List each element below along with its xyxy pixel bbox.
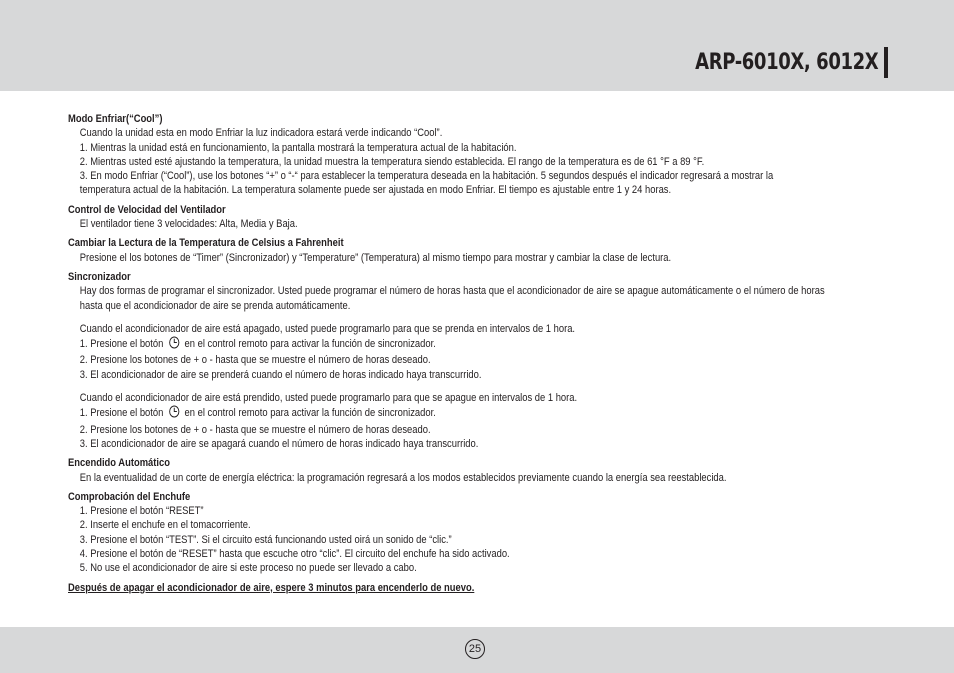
cool-item-3-cont: temperatura actual de la habitación. La temperatura solamente puede ser ajustada en modo Enfriar. El tiempo es ajustable entre 1 y 24 horas. bbox=[79, 184, 672, 197]
celsius-text: Presione el los botones de “Timer” (Sincronizador) y “Temperature” (Temperatura) al mismo tiempo para mostrar y cambiar la clase de lectura. bbox=[79, 251, 672, 264]
plug-step-4: 4. Presione el botón de “RESET” hasta que escuche otro “clic”. El circuito del enchufe ha sido activado. bbox=[79, 548, 510, 561]
timer-off-step-1-a: 1. Presione el botón bbox=[79, 338, 164, 351]
timer-off-intro: Cuando el acondicionador de aire está apagado, usted puede programarlo para que se prenda en intervalos de 1 hora. bbox=[79, 322, 576, 335]
cool-item-1: 1. Mientras la unidad está en funcionamiento, la pantalla mostrará la temperatura actual de la habitación. bbox=[79, 141, 517, 154]
heading-timer: Sincronizador bbox=[68, 270, 131, 283]
timer-on-step-1-a: 1. Presione el botón bbox=[79, 407, 164, 420]
timer-on-step-1 bbox=[80, 405, 898, 422]
title-divider-bar bbox=[884, 47, 888, 78]
cool-item-3: 3. En modo Enfriar (“Cool”), use los botones “+” o “-“ para establecer la temperatura deseada en la habitación. 5 segundos después el indicador regresará a mostrar la bbox=[79, 170, 774, 183]
timer-on-intro: Cuando el acondicionador de aire está prendido, usted puede programarlo para que se apague en intervalos de 1 hora. bbox=[79, 392, 578, 405]
timer-on-step-1-b: en el control remoto para activar la función de sincronizador. bbox=[184, 407, 436, 420]
plug-step-1: 1. Presione el botón “RESET” bbox=[79, 505, 204, 518]
auto-start-text: En la eventualidad de un corte de energía eléctrica: la programación regresará a los modos establecidos previamente cuando la energía sea reestablecida. bbox=[79, 471, 727, 484]
timer-on-step-3: 3. El acondicionador de aire se apagará cuando el número de horas indicado haya transcurrido. bbox=[79, 437, 479, 450]
heading-celsius-fahrenheit: Cambiar la Lectura de la Temperatura de Celsius a Fahrenheit bbox=[68, 237, 344, 250]
cool-item-2: 2. Mientras usted esté ajustando la temperatura, la unidad muestra la temperatura siendo establecida. El rango de la temperatura es de 61 °F a 89 °F. bbox=[79, 155, 705, 168]
timer-off-step-3: 3. El acondicionador de aire se prenderá cuando el número de horas indicado haya transcurrido. bbox=[79, 368, 482, 381]
timer-off-step-1 bbox=[80, 336, 898, 353]
cool-intro: Cuando la unidad esta en modo Enfriar la luz indicadora estará verde indicando “Cool”. bbox=[79, 127, 443, 140]
timer-intro-2: hasta que el acondicionador de aire se prenda automáticamente. bbox=[79, 299, 351, 312]
heading-plug-check: Comprobación del Enchufe bbox=[68, 490, 191, 503]
model-title: ARP-6010X, 6012X bbox=[694, 50, 878, 75]
plug-step-2: 2. Inserte el enchufe en el tomacorriente. bbox=[79, 519, 251, 532]
plug-step-5: 5. No use el acondicionador de aire si este proceso no puede ser llevado a cabo. bbox=[79, 562, 417, 575]
clock-icon bbox=[168, 336, 179, 353]
heading-fan-speed: Control de Velocidad del Ventilador bbox=[68, 203, 226, 216]
clock-icon bbox=[168, 405, 179, 422]
timer-on-step-2: 2. Presione los botones de + o - hasta que se muestre el número de horas deseado. bbox=[79, 423, 431, 436]
restart-warning: Después de apagar el acondicionador de aire, espere 3 minutos para encenderlo de nuevo. bbox=[68, 581, 475, 594]
heading-auto-start: Encendido Automático bbox=[68, 457, 170, 470]
page-number: 25 bbox=[465, 639, 485, 659]
heading-cool-mode: Modo Enfriar(“Cool”) bbox=[68, 113, 163, 125]
timer-off-step-1-b: en el control remoto para activar la función de sincronizador. bbox=[184, 338, 436, 351]
timer-off-step-2: 2. Presione los botones de + o - hasta que se muestre el número de horas deseado. bbox=[79, 354, 431, 367]
page-header bbox=[0, 0, 954, 91]
fan-text: El ventilador tiene 3 velocidades: Alta, Media y Baja. bbox=[79, 218, 298, 231]
plug-step-3: 3. Presione el botón “TEST”. Si el circuito está funcionando usted oirá un sonido de “clic.” bbox=[79, 533, 452, 546]
manual-content bbox=[68, 112, 898, 595]
timer-intro-1: Hay dos formas de programar el sincronizador. Usted puede programar el número de horas hasta que el acondicionador de aire se apague automáticamente o el número de horas bbox=[79, 285, 825, 298]
